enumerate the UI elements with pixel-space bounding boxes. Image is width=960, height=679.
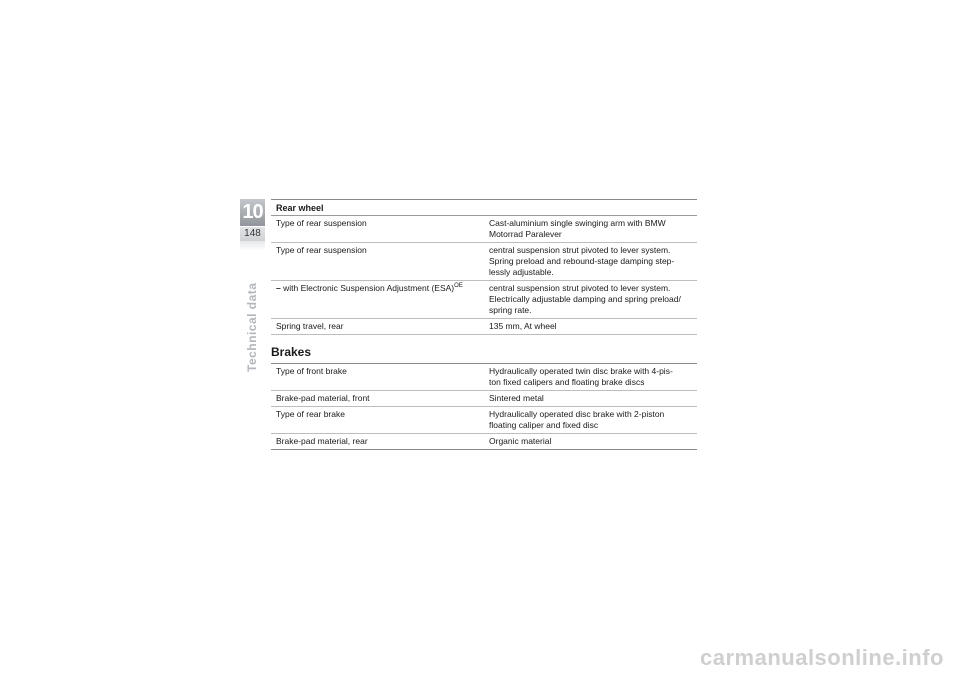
oe-superscript: OE bbox=[454, 283, 463, 290]
chapter-tab bbox=[240, 199, 265, 251]
row-label: Type of rear suspension bbox=[276, 245, 367, 255]
brakes-table bbox=[271, 363, 697, 450]
watermark: carmanualsonline.info bbox=[700, 645, 944, 670]
row-value: 135 mm, At wheel bbox=[489, 321, 557, 331]
table-row bbox=[271, 391, 697, 407]
row-label: Type of front brake bbox=[276, 366, 347, 376]
table-row bbox=[271, 434, 697, 450]
row-value: central suspension strut pivoted to lever system. Electrically adjustable damping and spring preload/ spring rate. bbox=[489, 283, 681, 315]
table-row bbox=[271, 407, 697, 434]
content-area bbox=[271, 199, 697, 450]
row-value: Hydraulically operated disc brake with 2-piston floating caliper and fixed disc bbox=[489, 409, 665, 430]
row-value: Cast-aluminium single swinging arm with BMW Motorrad Paralever bbox=[489, 218, 666, 239]
row-label-text: with Electronic Suspension Adjustment (ESA) bbox=[280, 283, 455, 293]
table-row bbox=[271, 216, 697, 243]
rear-wheel-heading: Rear wheel bbox=[271, 200, 697, 216]
table-row bbox=[271, 319, 697, 335]
row-label: Brake-pad material, rear bbox=[276, 436, 368, 446]
row-label bbox=[271, 281, 484, 318]
table-row bbox=[271, 364, 697, 391]
row-value: central suspension strut pivoted to lever system. Spring preload and rebound-stage damping step- lessly adjustable. bbox=[489, 245, 675, 277]
chapter-number: 10 bbox=[240, 199, 265, 226]
chapter-title: Technical data bbox=[245, 282, 259, 372]
row-value: Sintered metal bbox=[489, 393, 544, 403]
row-label: Brake-pad material, front bbox=[276, 393, 370, 403]
rear-wheel-table bbox=[271, 199, 697, 335]
row-value: Organic material bbox=[489, 436, 552, 446]
row-label: Spring travel, rear bbox=[276, 321, 344, 331]
row-label: Type of rear brake bbox=[276, 409, 345, 419]
page-number: 148 bbox=[240, 227, 265, 241]
row-label: Type of rear suspension bbox=[276, 218, 367, 228]
brakes-heading: Brakes bbox=[271, 345, 312, 359]
table-row bbox=[271, 243, 697, 281]
dash-marker: – bbox=[276, 283, 281, 293]
row-value: Hydraulically operated twin disc brake with 4-pis- ton fixed calipers and floating brake discs bbox=[489, 366, 673, 387]
tab-fade bbox=[240, 241, 265, 251]
table-row bbox=[271, 281, 697, 319]
